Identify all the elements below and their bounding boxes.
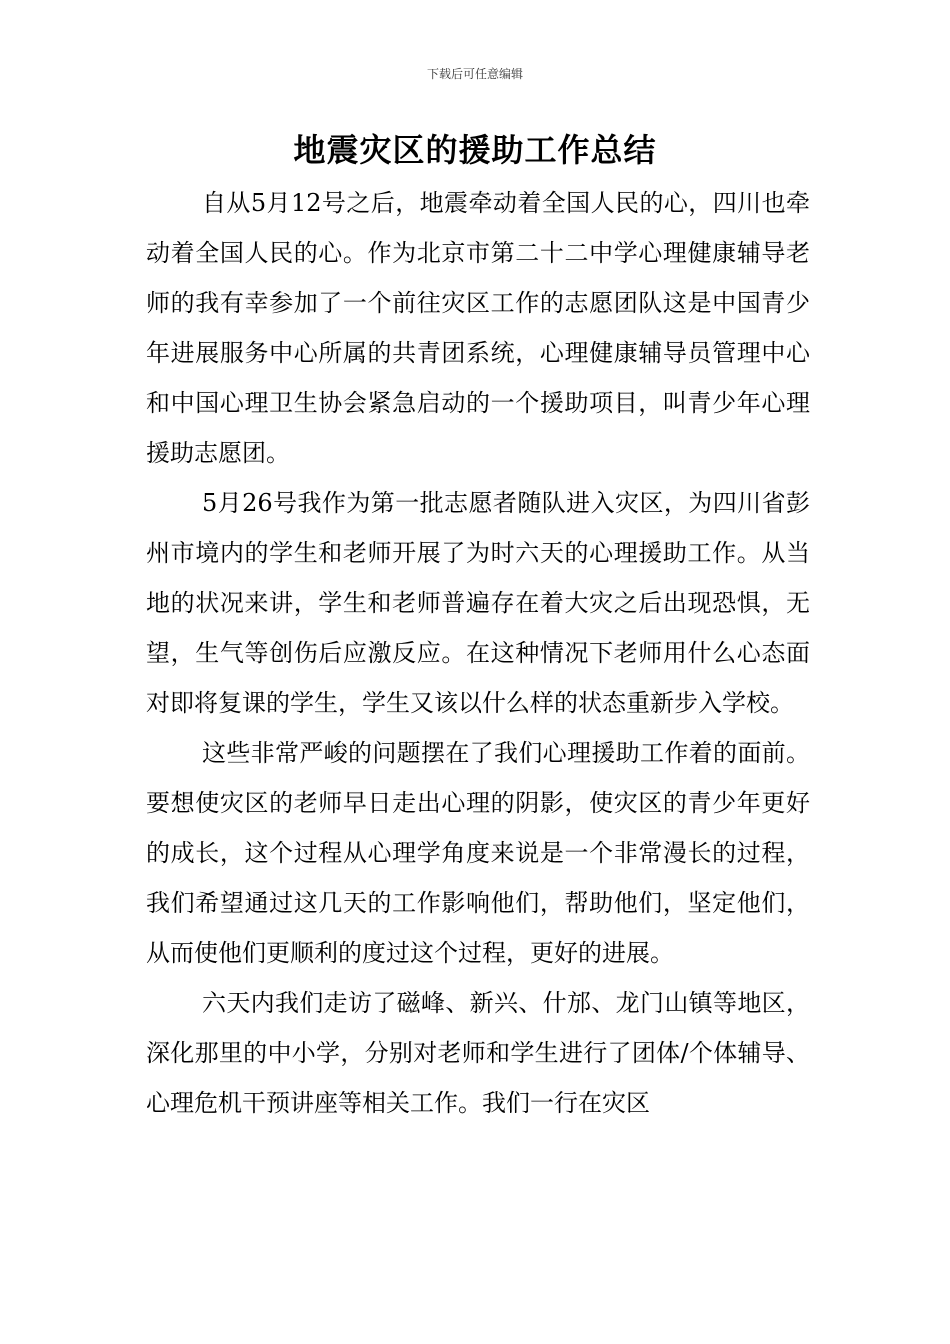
document-title: 地震灾区的援助工作总结 <box>293 131 657 169</box>
paragraph-3: 这些非常严峻的问题摆在了我们心理援助工作着的面前。要想使灾区的老师早日走出心理的阴影，使灾区的青少年更好的成长，这个过程从心理学角度来说是一个非常漫长的过程，我们希望通过这几天的工作影响他们，帮助他们，坚定他们，从而使他们更顺利的度过这个过程，更好的进展。 <box>146 739 810 967</box>
paragraph-1: 自从5月12号之后，地震牵动着全国人民的心，四川也牵动着全国人民的心。作为北京市第二十二中学心理健康辅导老师的我有幸参加了一个前往灾区工作的志愿团队这是中国青少年进展服务中心所属的共青团系统，心理健康辅导员管理中心和中国心理卫生协会紧急启动的一个援助项目，叫青少年心理援助志愿团。 <box>146 189 810 467</box>
paragraph-4: 六天内我们走访了磁峰、新兴、什邡、龙门山镇等地区，深化那里的中小学，分别对老师和学生进行了团体/个体辅导、心理危机干预讲座等相关工作。我们一行在灾区 <box>146 989 810 1117</box>
document-body <box>146 178 810 1128</box>
header-note: 下载后可任意编辑 <box>426 67 523 81</box>
paragraph-2: 5月26号我作为第一批志愿者随队进入灾区，为四川省彭州市境内的学生和老师开展了为时六天的心理援助工作。从当地的状况来讲，学生和老师普遍存在着大灾之后出现恐惧，无望，生气等创伤后应激反应。在这种情况下老师用什么心态面对即将复课的学生，学生又该以什么样的状态重新步入学校。 <box>146 489 810 717</box>
